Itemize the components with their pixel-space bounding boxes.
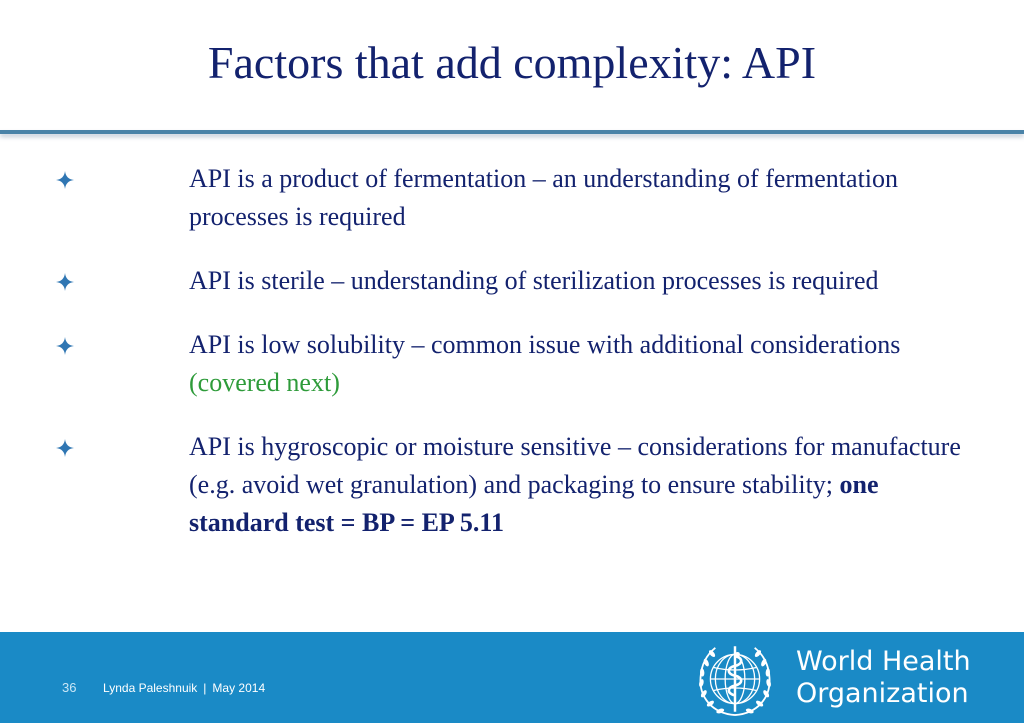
bullet-text-container	[189, 428, 979, 542]
org-name-line1: World Health	[796, 646, 971, 677]
bullet-item	[0, 428, 1024, 542]
footer-bar	[0, 632, 1024, 723]
bullet-item	[0, 262, 1024, 300]
slide-title: Factors that add complexity: API	[207, 37, 817, 88]
four-point-star-icon	[56, 171, 74, 189]
bullet-text: API is hygroscopic or moisture sensitive – considerations for manufacture (e.g. avoid wet granulation) and packaging to ensure stability;	[189, 432, 961, 499]
who-emblem-icon	[694, 638, 776, 720]
standard-test-emphasis: one standard test = BP = EP 5.11	[189, 470, 879, 537]
bullet-list	[0, 160, 1024, 568]
footer-credit	[103, 681, 265, 695]
bullet-text: API is sterile – understanding of sterilization processes is required	[189, 266, 879, 295]
who-wordmark	[796, 646, 971, 710]
bullet-item	[0, 160, 1024, 236]
title-divider	[0, 130, 1024, 134]
covered-next-note: (covered next)	[189, 368, 340, 397]
bullet-text: API is low solubility – common issue with additional considerations	[189, 330, 901, 359]
org-name-line2: Organization	[796, 678, 969, 709]
page-number: 36	[62, 680, 77, 695]
bullet-item	[0, 326, 1024, 402]
bullet-text-container	[189, 326, 979, 402]
author-name: Lynda Paleshnuik	[103, 681, 198, 695]
bullet-text: API is a product of fermentation – an understanding of fermentation processes is required	[189, 164, 899, 231]
four-point-star-icon	[56, 337, 74, 355]
four-point-star-icon	[56, 273, 74, 291]
presentation-date: May 2014	[212, 681, 266, 695]
footer-separator: |	[203, 681, 207, 695]
four-point-star-icon	[56, 439, 74, 457]
